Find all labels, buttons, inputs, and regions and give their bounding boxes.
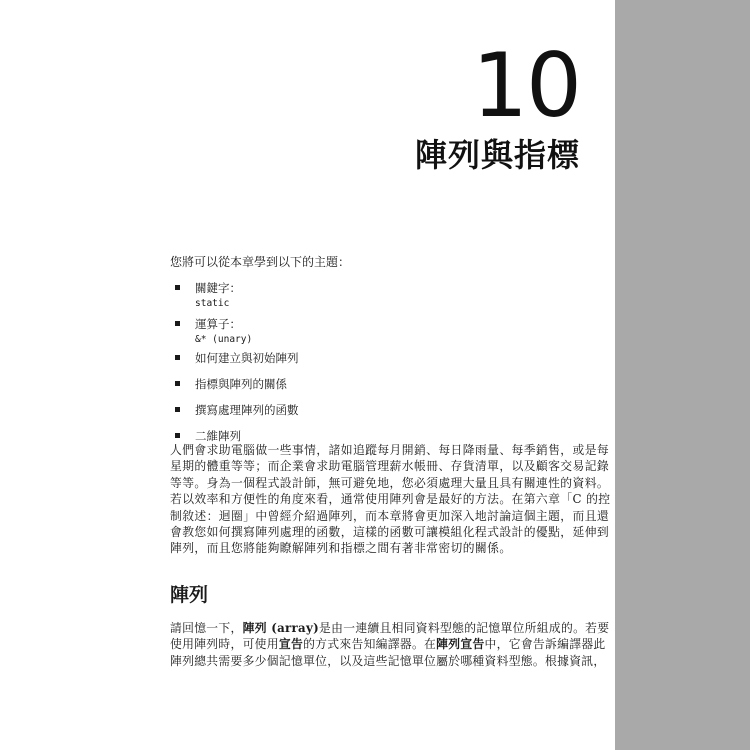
topic-list <box>175 281 595 443</box>
paragraph-line: 陣列，而且您將能夠瞭解陣列和指標之間有著非常密切的關係。 <box>170 541 512 556</box>
list-item <box>175 403 595 417</box>
bullet-icon <box>175 433 180 438</box>
bullet-icon <box>175 321 180 326</box>
term-bold: 陣列 (array) <box>242 621 320 635</box>
paragraph-line: 星期的體重等等；而企業會求助電腦管理薪水帳冊、存貨清單，以及顧客交易記錄 <box>170 459 610 474</box>
chapter-title: 陣列與指標 <box>414 136 580 174</box>
paragraph-line: 陣列總共需要多少個記憶單位，以及這些記憶單位屬於哪種資料型態。根據資訊， <box>170 653 606 668</box>
bullet-icon <box>175 407 180 412</box>
intro-text: 您將可以從本章學到以下的主題： <box>170 255 351 269</box>
paragraph-line <box>170 620 610 636</box>
text-run: 使用陣列時，可使用 <box>170 637 279 652</box>
topic-label: 運算子： <box>195 317 241 331</box>
list-item <box>175 429 595 443</box>
text-run: 是由一連續且相同資料型態的記憶單位所組成的。若要 <box>319 621 610 635</box>
topic-label: 二維陣列 <box>195 429 241 443</box>
topic-code: &* (unary) <box>195 334 253 345</box>
chapter-number: 10 <box>472 34 580 137</box>
topic-label: 撰寫處理陣列的函數 <box>195 403 299 417</box>
paragraph-line: 制敘述：迴圈」中曾經介紹過陣列，而本章將會更加深入地討論這個主題，而且還 <box>170 508 610 523</box>
topic-label: 指標與陣列的關係 <box>195 377 287 391</box>
paragraph-line: 會教您如何撰寫陣列處理的函數，這樣的函數可讓模組化程式設計的優點，延伸到 <box>170 525 610 540</box>
section-heading: 陣列 <box>170 584 209 606</box>
bullet-icon <box>175 355 180 360</box>
list-item <box>175 351 595 365</box>
paragraph-line: 等等。身為一個程式設計師，無可避免地，您必須處理大量且具有關連性的資料。 <box>170 475 610 490</box>
topic-label: 關鍵字： <box>195 281 241 295</box>
bullet-icon <box>175 285 180 290</box>
list-item <box>175 317 595 349</box>
bullet-icon <box>175 381 180 386</box>
text-run: 中，它會告訴編譯器此 <box>484 637 606 652</box>
term-bold: 陣列宣告 <box>436 637 485 652</box>
body-paragraph <box>170 442 611 557</box>
paragraph-line: 若以效率和方便性的角度來看，通常使用陣列會是最好的方法。在第六章「C 的控 <box>170 492 611 507</box>
term-bold: 宣告 <box>278 637 304 652</box>
paragraph-line <box>170 636 606 652</box>
topic-code: static <box>195 298 230 309</box>
list-item <box>175 377 595 391</box>
text-run: 請回憶一下， <box>170 621 243 635</box>
side-band <box>615 0 750 750</box>
text-run: 的方式來告知編譯器。在 <box>303 637 437 652</box>
paragraph-line: 人們會求助電腦做一些事情，諸如追蹤每月開銷、每日降雨量、每季銷售，或是每 <box>170 443 610 457</box>
list-item <box>175 281 595 313</box>
section-paragraph <box>170 620 610 669</box>
topic-label: 如何建立與初始陣列 <box>195 351 299 365</box>
